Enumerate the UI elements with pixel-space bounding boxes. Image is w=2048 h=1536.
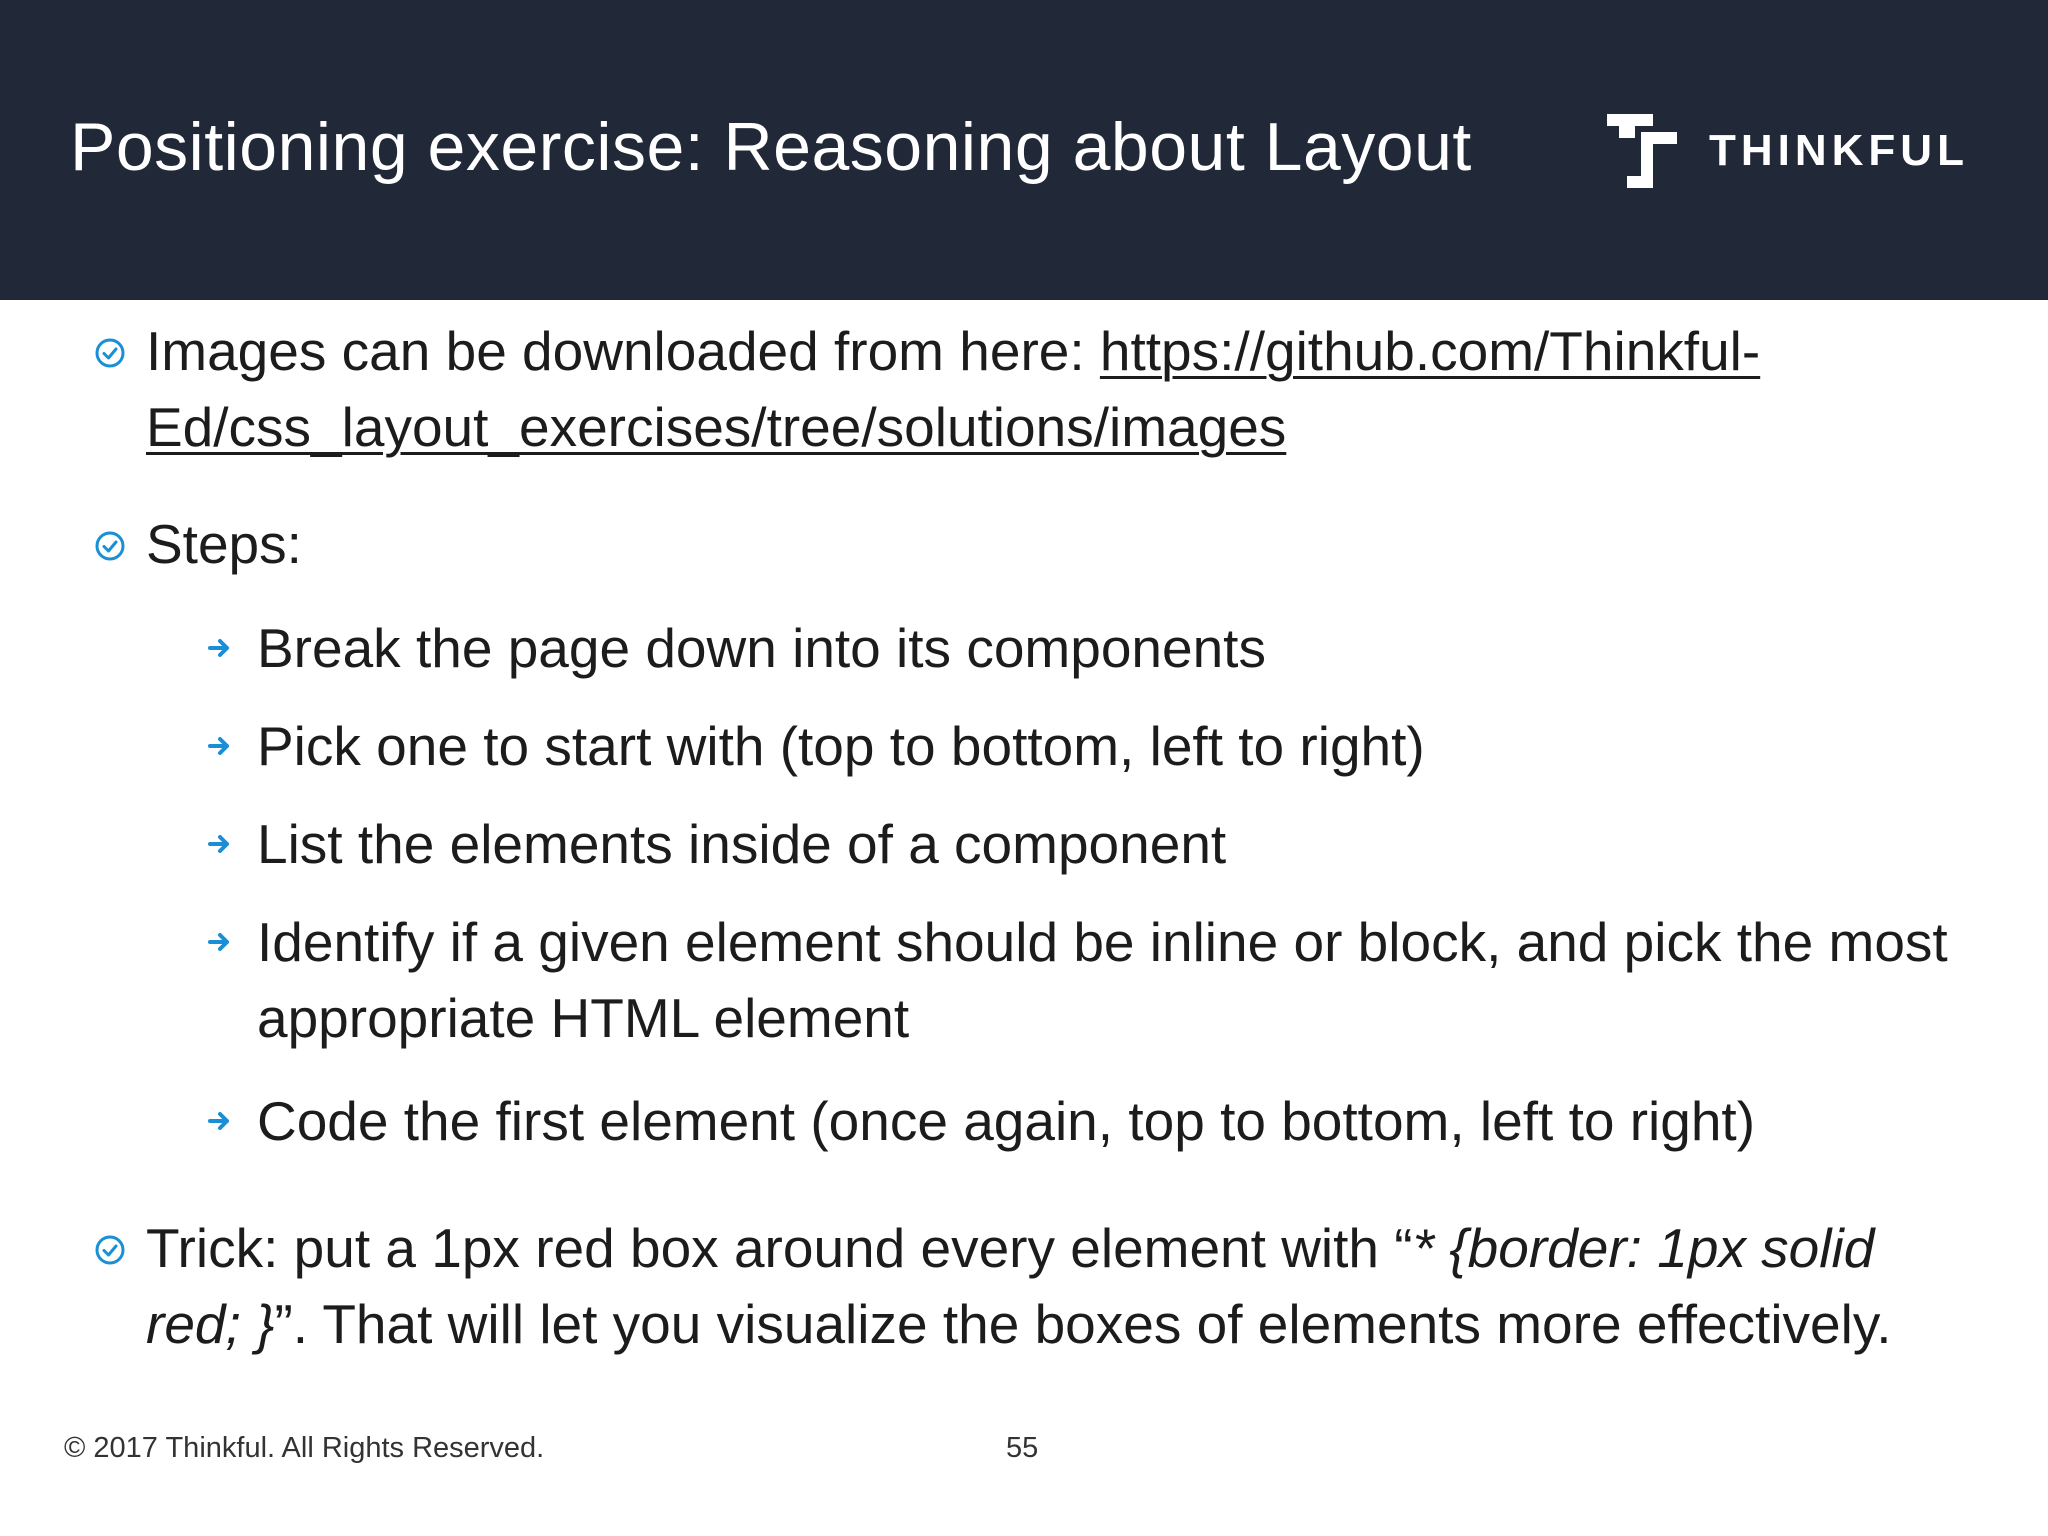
images-link[interactable]: https://github.com/Thinkful- <box>1099 320 1761 382</box>
bullet-text: Images can be downloaded from here: <box>146 320 1100 382</box>
bullet-text: Steps: <box>146 513 302 575</box>
copyright-notice: © 2017 Thinkful. All Rights Reserved. <box>64 1432 545 1464</box>
bullet-text: Trick: put a 1px red box around every element with “ <box>146 1217 1413 1279</box>
arrow-right-icon <box>205 830 233 858</box>
step-item <box>257 708 1957 784</box>
thinkful-logo-icon <box>1605 112 1679 190</box>
check-circle-icon <box>94 530 126 562</box>
step-text: Pick one to start with (top to bottom, left to right) <box>257 715 1425 777</box>
arrow-right-icon <box>205 732 233 760</box>
arrow-right-icon <box>205 928 233 956</box>
check-circle-icon <box>94 1234 126 1266</box>
step-text: Identify if a given element should be inline or block, and pick the most appropriate HTML element <box>257 911 1948 1049</box>
slide-header <box>0 0 2048 300</box>
arrow-right-icon <box>205 634 233 662</box>
bullet-images-download <box>146 313 1946 465</box>
arrow-right-icon <box>205 1107 233 1135</box>
css-code-snippet: * {border: 1px solid red; } <box>146 1217 1875 1355</box>
logo-wordmark: THINKFUL <box>1709 126 1969 175</box>
step-item <box>257 904 1957 1056</box>
page-number: 55 <box>1006 1432 1039 1464</box>
step-item <box>257 1083 1957 1159</box>
step-text: Code the first element (once again, top to bottom, left to right) <box>257 1090 1756 1152</box>
bullet-trick <box>146 1210 1946 1362</box>
step-text: Break the page down into its components <box>257 617 1266 679</box>
bullet-steps <box>146 506 1946 582</box>
step-item <box>257 806 1957 882</box>
images-link-continued[interactable]: Ed/css_layout_exercises/tree/solutions/images <box>146 396 1287 458</box>
slide-title: Positioning exercise: Reasoning about Layout <box>70 109 1472 185</box>
check-circle-icon <box>94 337 126 369</box>
bullet-text-continued: ”. That will let you visualize the boxes of elements more effectively. <box>274 1293 1892 1355</box>
step-text: List the elements inside of a component <box>257 813 1227 875</box>
step-item <box>257 610 1957 686</box>
